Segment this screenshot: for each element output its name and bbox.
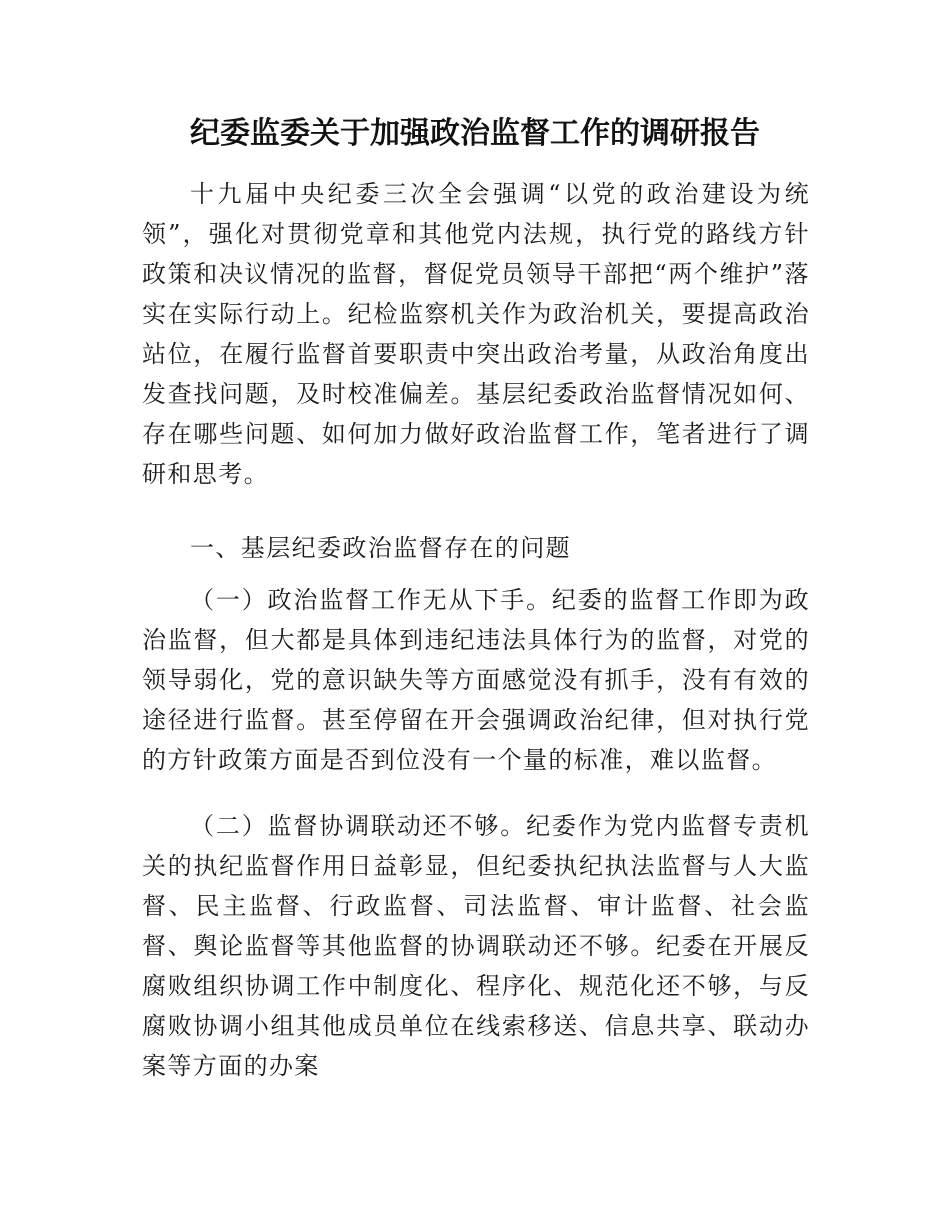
section-heading: 一、基层纪委政治监督存在的问题 (190, 534, 571, 562)
paragraph-intro: 十九届中央纪委三次全会强调“以党的政治建设为统领”，强化对贯彻党章和其他党内法规，执行党的路线方针政策和决议情况的监督，督促党员领导干部把“两个维护”落实在实际行动上。纪检监察机关作为政治机关，要提高政治站位，在履行监督首要职责中突出政治考量，从政治角度出发查找问题，及时校准偏差。基层纪委政治监督情况如何、存在哪些问题、如何加力做好政治监督工作，笔者进行了调研和思考。 (142, 180, 810, 488)
paragraph-issue-1: （一）政治监督工作无从下手。纪委的监督工作即为政治监督，但大都是具体到违纪违法具体行为的监督，对党的领导弱化，党的意识缺失等方面感觉没有抓手，没有有效的途径进行监督。甚至停留在开会强调政治纪律，但对执行党的方针政策方面是否到位没有一个量的标准，难以监督。 (142, 586, 810, 774)
document-title: 纪委监委关于加强政治监督工作的调研报告 (190, 116, 760, 151)
paragraph-issue-2: （二）监督协调联动还不够。纪委作为党内监督专责机关的执纪监督作用日益彰显，但纪委执纪执法监督与人大监督、民主监督、行政监督、司法监督、审计监督、社会监督、舆论监督等其他监督的协调联动还不够。纪委在开展反腐败组织协调工作中制度化、程序化、规范化还不够，与反腐败协调小组其他成员单位在线索移送、信息共享、联动办案等方面的办案 (142, 812, 810, 1080)
